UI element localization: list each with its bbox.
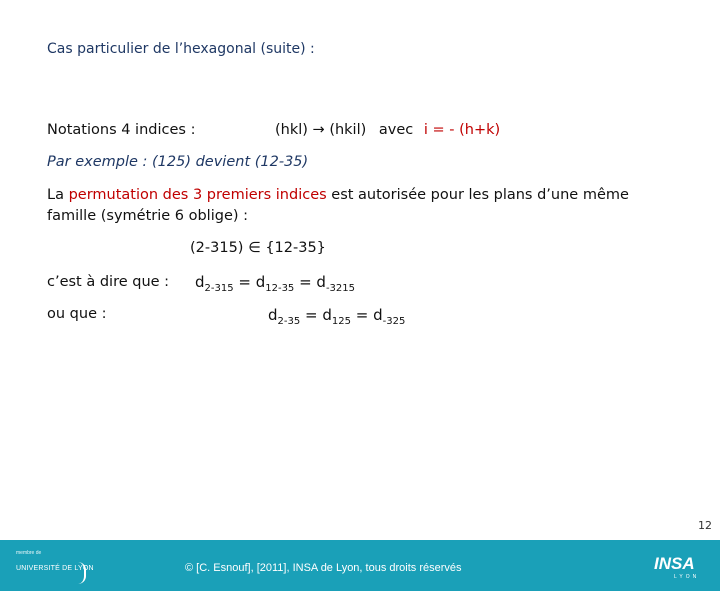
index-rule: i = - (h+k) — [423, 122, 501, 138]
equation2-label: ou que : — [47, 306, 107, 322]
hkil-notation: (hkil) — [329, 122, 367, 138]
slide-title: Cas particulier de l’hexagonal (suite) : — [47, 41, 315, 57]
d-symbol: d — [373, 306, 383, 324]
example-line: Par exemple : (125) devient (12-35) — [47, 154, 309, 170]
arrow-right-icon: → — [312, 122, 325, 138]
equals-sign: = — [294, 273, 317, 291]
universite-de-lyon-logo — [16, 550, 94, 572]
element-of-icon: ∈ — [248, 240, 261, 256]
equals-sign: = — [233, 273, 256, 291]
equation1-sub3: -3215 — [325, 283, 355, 294]
logo-main-text: UNIVERSITÉ DE LYON — [16, 565, 94, 572]
equation2-sub2: 125 — [331, 316, 351, 327]
equation2 — [268, 306, 405, 327]
permutation-highlight: permutation des 3 premiers indices — [68, 187, 327, 203]
page-number: 12 — [698, 519, 712, 532]
equals-sign: = — [300, 306, 323, 324]
d-symbol: d — [316, 273, 326, 291]
d-symbol: d — [268, 306, 278, 324]
copyright-text: © [C. Esnouf], [2011], INSA de Lyon, tous droits réservés — [185, 562, 462, 574]
equation1 — [195, 273, 355, 294]
membership-right: {12-35} — [265, 240, 326, 256]
equation1-sub2: 12-35 — [265, 283, 295, 294]
membership-left: (2-315) — [190, 240, 244, 256]
permutation-line-2: famille (symétrie 6 oblige) : — [47, 208, 249, 224]
equals-sign: = — [350, 306, 374, 324]
permutation-prefix: La — [47, 187, 69, 203]
insa-logo-text: INSA — [654, 554, 695, 573]
permutation-line-1 — [47, 187, 629, 203]
avec-word: avec — [378, 122, 414, 138]
equation1-label: c’est à dire que : — [47, 274, 170, 290]
insa-logo-subtext: LYON — [674, 574, 700, 580]
d-symbol: d — [195, 273, 205, 291]
hkl-notation: (hkl) — [275, 122, 308, 138]
notations-formula — [275, 122, 500, 138]
equation1-sub1: 2-315 — [204, 283, 234, 294]
equation2-sub1: 2-35 — [277, 316, 301, 327]
logo-small-text: membre de — [16, 550, 42, 556]
membership-line — [190, 240, 326, 256]
equation2-sub3: -325 — [382, 316, 406, 327]
d-symbol: d — [322, 306, 332, 324]
bracket-icon — [78, 562, 86, 584]
notations-label: Notations 4 indices : — [47, 122, 196, 138]
d-symbol: d — [255, 273, 266, 291]
permutation-suffix: est autorisée pour les plans d’une même — [326, 187, 629, 203]
footer-bar — [0, 540, 720, 591]
insa-logo — [654, 554, 699, 580]
